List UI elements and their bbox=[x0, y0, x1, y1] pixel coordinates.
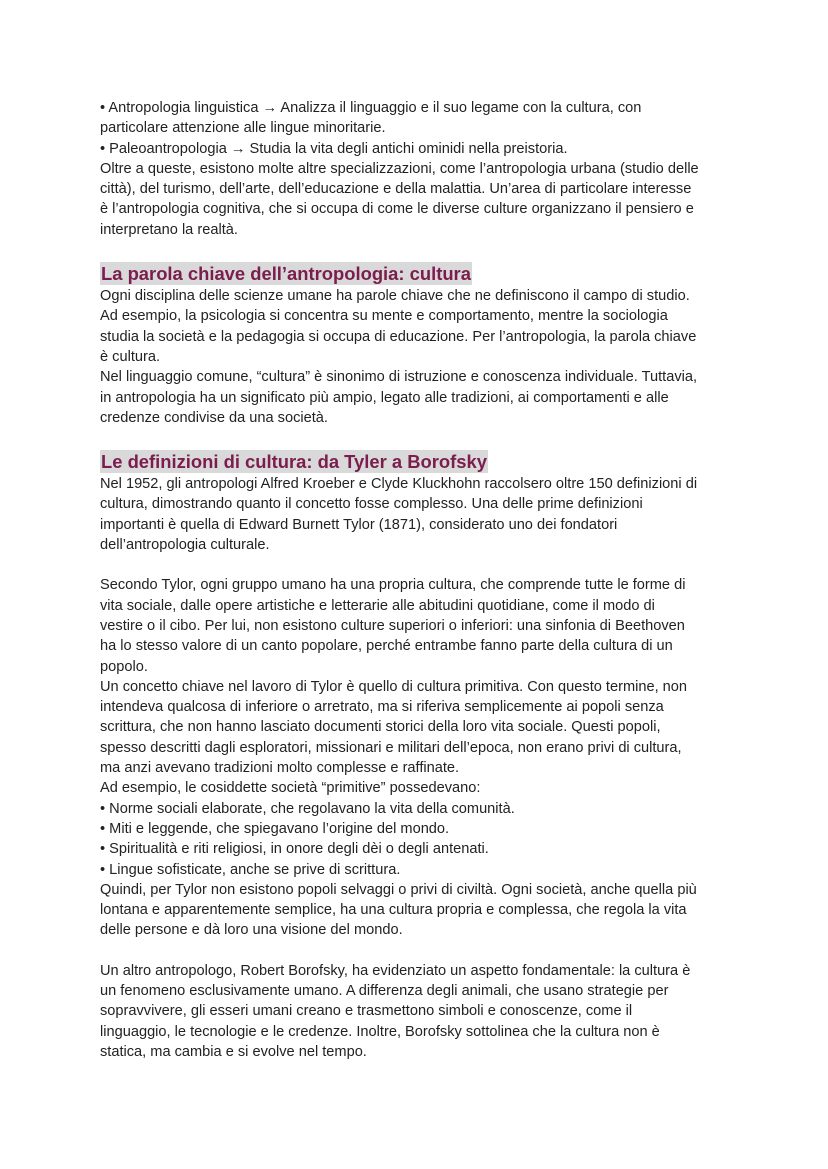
intro-paragraph bbox=[100, 98, 740, 240]
text-line: città), del turismo, dell’arte, dell’educazione e della malattia. Un’area di particolare interesse bbox=[100, 181, 692, 198]
text-line: Quindi, per Tylor non esistono popoli selvaggi o privi di civiltà. Ogni società, anche quella più bbox=[100, 881, 697, 898]
text-line: intendeva qualcosa di inferiore o arretrato, ma si riferiva semplicemente ai popoli senza bbox=[100, 699, 664, 716]
section-definizioni-paragraph-1 bbox=[100, 474, 740, 555]
text-line: Ad esempio, la psicologia si concentra su mente e comportamento, mentre la sociologia bbox=[100, 308, 668, 325]
section-cultura-paragraph bbox=[100, 286, 740, 428]
text-line: scrittura, che non hanno lasciato documenti storici della loro vita sociale. Questi popoli, bbox=[100, 719, 661, 736]
text-line: Un altro antropologo, Robert Borofsky, ha evidenziato un aspetto fondamentale: la cultura è bbox=[100, 962, 691, 979]
section-heading-definizioni-wrap bbox=[100, 450, 740, 473]
text-line: delle persone e dà loro una visione del mondo. bbox=[100, 922, 403, 939]
text-line: ma anzi avevano tradizioni molto complesse e raffinate. bbox=[100, 760, 460, 777]
section-definizioni-paragraph-2 bbox=[100, 575, 740, 940]
text-line: interpretano la realtà. bbox=[100, 221, 238, 238]
text-line: è l’antropologia cognitiva, che si occupa di come le diverse culture organizzano il pensiero e bbox=[100, 201, 694, 218]
text-line: ha lo stesso valore di un canto popolare, perché entrambe fanno parte della cultura di un bbox=[100, 638, 673, 655]
text-line: credenze condivise da una società. bbox=[100, 409, 328, 426]
text-line: spesso descritti dagli esploratori, missionari e militari dell’epoca, non erano privi di cultura, bbox=[100, 739, 682, 756]
text-line: importanti è quella di Edward Burnett Tylor (1871), considerato uno dei fondatori bbox=[100, 516, 618, 533]
section-heading-cultura: La parola chiave dell’antropologia: cultura bbox=[101, 263, 471, 285]
text-line: • Paleoantropologia → Studia la vita degli antichi ominidi nella preistoria. bbox=[100, 140, 568, 157]
text-line: è cultura. bbox=[100, 348, 161, 365]
text-line: popolo. bbox=[100, 658, 148, 675]
text-line: • Antropologia linguistica → Analizza il linguaggio e il suo legame con la cultura, con bbox=[100, 100, 642, 116]
paragraph-spacer bbox=[100, 555, 740, 575]
paragraph-spacer bbox=[100, 941, 740, 961]
text-line: linguaggio, le tecnologie e le credenze. Inoltre, Borofsky sottolinea che la cultura non è bbox=[100, 1023, 660, 1040]
text-line: cultura, dimostrando quanto il concetto fosse complesso. Una delle prime definizioni bbox=[100, 496, 643, 513]
text-line: Oltre a queste, esistono molte altre specializzazioni, come l’antropologia urbana (studio delle bbox=[100, 160, 699, 177]
section-heading-cultura-wrap bbox=[100, 262, 740, 285]
text-line: Ogni disciplina delle scienze umane ha parole chiave che ne definiscono il campo di studio. bbox=[100, 288, 690, 305]
list-item: • Norme sociali elaborate, che regolavano la vita della comunità. bbox=[100, 800, 515, 817]
list-item: • Miti e leggende, che spiegavano l’origine del mondo. bbox=[100, 820, 450, 837]
text-line: studia la società e la pedagogia si occupa di educazione. Per l’antropologia, la parola chiave bbox=[100, 328, 697, 345]
text-line: in antropologia ha un significato più ampio, legato alle tradizioni, ai comportamenti e alle bbox=[100, 389, 669, 406]
list-item: • Lingue sofisticate, anche se prive di scrittura. bbox=[100, 861, 401, 878]
text-line: vita sociale, dalle opere artistiche e letterarie alle abitudini quotidiane, come il modo di bbox=[100, 597, 655, 614]
section-heading-definizioni: Le definizioni di cultura: da Tyler a Borofsky bbox=[101, 451, 487, 473]
text-line: un fenomeno esclusivamente umano. A differenza degli animali, che usano strategie per bbox=[100, 982, 669, 999]
text-line: Un concetto chiave nel lavoro di Tylor è quello di cultura primitiva. Con questo termine, non bbox=[100, 678, 688, 695]
text-line: Nel 1952, gli antropologi Alfred Kroeber e Clyde Kluckhohn raccolsero oltre 150 definizioni di bbox=[100, 476, 698, 493]
text-line: Nel linguaggio comune, “cultura” è sinonimo di istruzione e conoscenza individuale. Tuttavia, bbox=[100, 369, 698, 386]
list-item: • Spiritualità e riti religiosi, in onore degli dèi o degli antenati. bbox=[100, 841, 489, 858]
text-line: statica, ma cambia e si evolve nel tempo. bbox=[100, 1043, 367, 1060]
text-line: dell’antropologia culturale. bbox=[100, 537, 270, 554]
text-line: Ad esempio, le cosiddette società “primitive” possedevano: bbox=[100, 780, 481, 797]
document-page bbox=[100, 98, 740, 1062]
section-definizioni-paragraph-3 bbox=[100, 961, 740, 1062]
text-line: sopravvivere, gli esseri umani creano e trasmettono simboli e conoscenze, come il bbox=[100, 1003, 633, 1020]
text-line: vestire o il cibo. Per lui, non esistono culture superiori o inferiori: una sinfonia di Beethoven bbox=[100, 617, 685, 634]
text-line: lontana e apparentemente semplice, ha una cultura propria e complessa, che regola la vita bbox=[100, 902, 687, 919]
text-line: particolare attenzione alle lingue minoritarie. bbox=[100, 120, 386, 137]
text-line: Secondo Tylor, ogni gruppo umano ha una propria cultura, che comprende tutte le forme di bbox=[100, 577, 686, 594]
